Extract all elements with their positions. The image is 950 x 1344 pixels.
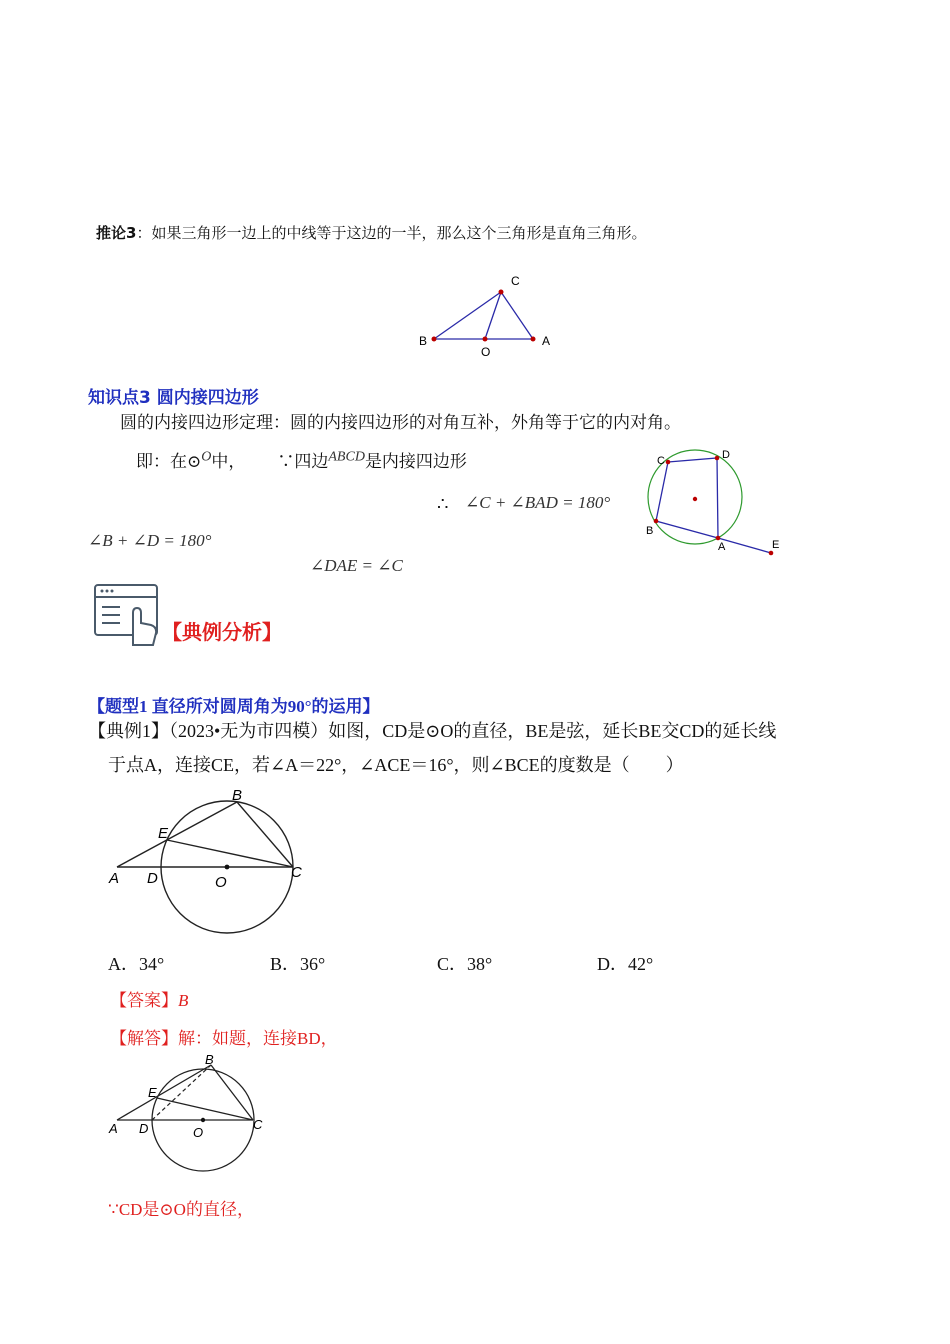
example-analysis-icon	[93, 583, 163, 649]
ji-because: ∵四边	[277, 452, 329, 471]
solution-line	[110, 1024, 338, 1049]
answer-value: B	[178, 991, 189, 1010]
tri-label-b: B	[419, 334, 428, 348]
fig2-label-a: A	[109, 1121, 118, 1136]
type1-title: 【题型1 直径所对圆周角为90°的运用】	[88, 697, 380, 716]
quad-label-d: D	[722, 449, 730, 461]
because-line: ∵CD是⊙O的直径，	[108, 1200, 254, 1219]
knowledge-point-title: 知识点3 圆内接四边形	[88, 388, 259, 408]
option-d: D．42°	[597, 954, 654, 974]
cyclic-quadrilateral-figure	[640, 445, 790, 560]
ji-mid: 中，	[211, 452, 246, 471]
quad-label-c: C	[657, 455, 665, 467]
fig1-label-o: O	[215, 874, 227, 891]
quad-label-a: A	[718, 541, 726, 553]
fig1-label-e: E	[158, 825, 169, 842]
fig2-label-b: B	[205, 1052, 214, 1067]
solution-figure	[105, 1052, 275, 1177]
example1-figure	[105, 785, 315, 960]
answer-prefix: 【答案】	[110, 991, 178, 1010]
equation-3: ∠DAE = ∠C	[310, 556, 403, 575]
equation-1: ∠C + ∠BAD = 180°	[465, 493, 611, 512]
fig1-label-a: A	[109, 870, 120, 887]
fig2-label-d: D	[139, 1121, 149, 1136]
corollary-3	[96, 222, 646, 243]
tri-label-c: C	[511, 274, 520, 288]
fig2-label-e: E	[148, 1085, 157, 1100]
corollary-text: ：如果三角形一边上的中线等于这边的一半，那么这个三角形是直角三角形。	[136, 224, 647, 242]
theorem-text: 圆的内接四边形定理：圆的内接四边形的对角互补，外角等于它的内对角。	[120, 413, 681, 432]
option-a: A．34°	[108, 954, 165, 974]
solution-text: 解：如题，连接BD，	[178, 1029, 338, 1048]
example-analysis-banner: 【典例分析】	[162, 620, 282, 644]
ji-suffix: 是内接四边形	[364, 452, 467, 471]
answer-line	[110, 986, 188, 1011]
ji-prefix: 即：在⊙	[136, 452, 202, 471]
corollary-label: 推论3	[96, 224, 137, 242]
quad-label-e: E	[772, 539, 780, 551]
solution-prefix: 【解答】	[110, 1029, 178, 1048]
fig2-label-c: C	[253, 1117, 263, 1132]
ji-o: O	[201, 449, 212, 465]
example1-line2: 于点A，连接CE，若∠A＝22°，∠ACE＝16°，则∠BCE的度数是（ ）	[108, 755, 684, 775]
tri-label-a: A	[542, 334, 551, 348]
fig1-label-b: B	[232, 787, 243, 804]
triangle-figure	[410, 270, 560, 360]
fig1-label-c: C	[291, 864, 302, 881]
ji-line	[136, 447, 467, 472]
quad-label-b: B	[646, 525, 654, 537]
tri-label-o: O	[481, 345, 491, 359]
equation-2: ∠B + ∠D = 180°	[88, 531, 212, 550]
example1-line1: 【典例1】（2023•无为市四模）如图，CD是⊙O的直径，BE是弦，延长BE交CD的延长线	[88, 721, 777, 741]
option-c: C．38°	[437, 954, 493, 974]
ji-abcd: ABCD	[328, 449, 365, 465]
therefore-symbol: ∴	[437, 494, 449, 514]
option-b: B．36°	[270, 954, 326, 974]
fig1-label-d: D	[147, 870, 158, 887]
fig2-label-o: O	[193, 1125, 204, 1140]
